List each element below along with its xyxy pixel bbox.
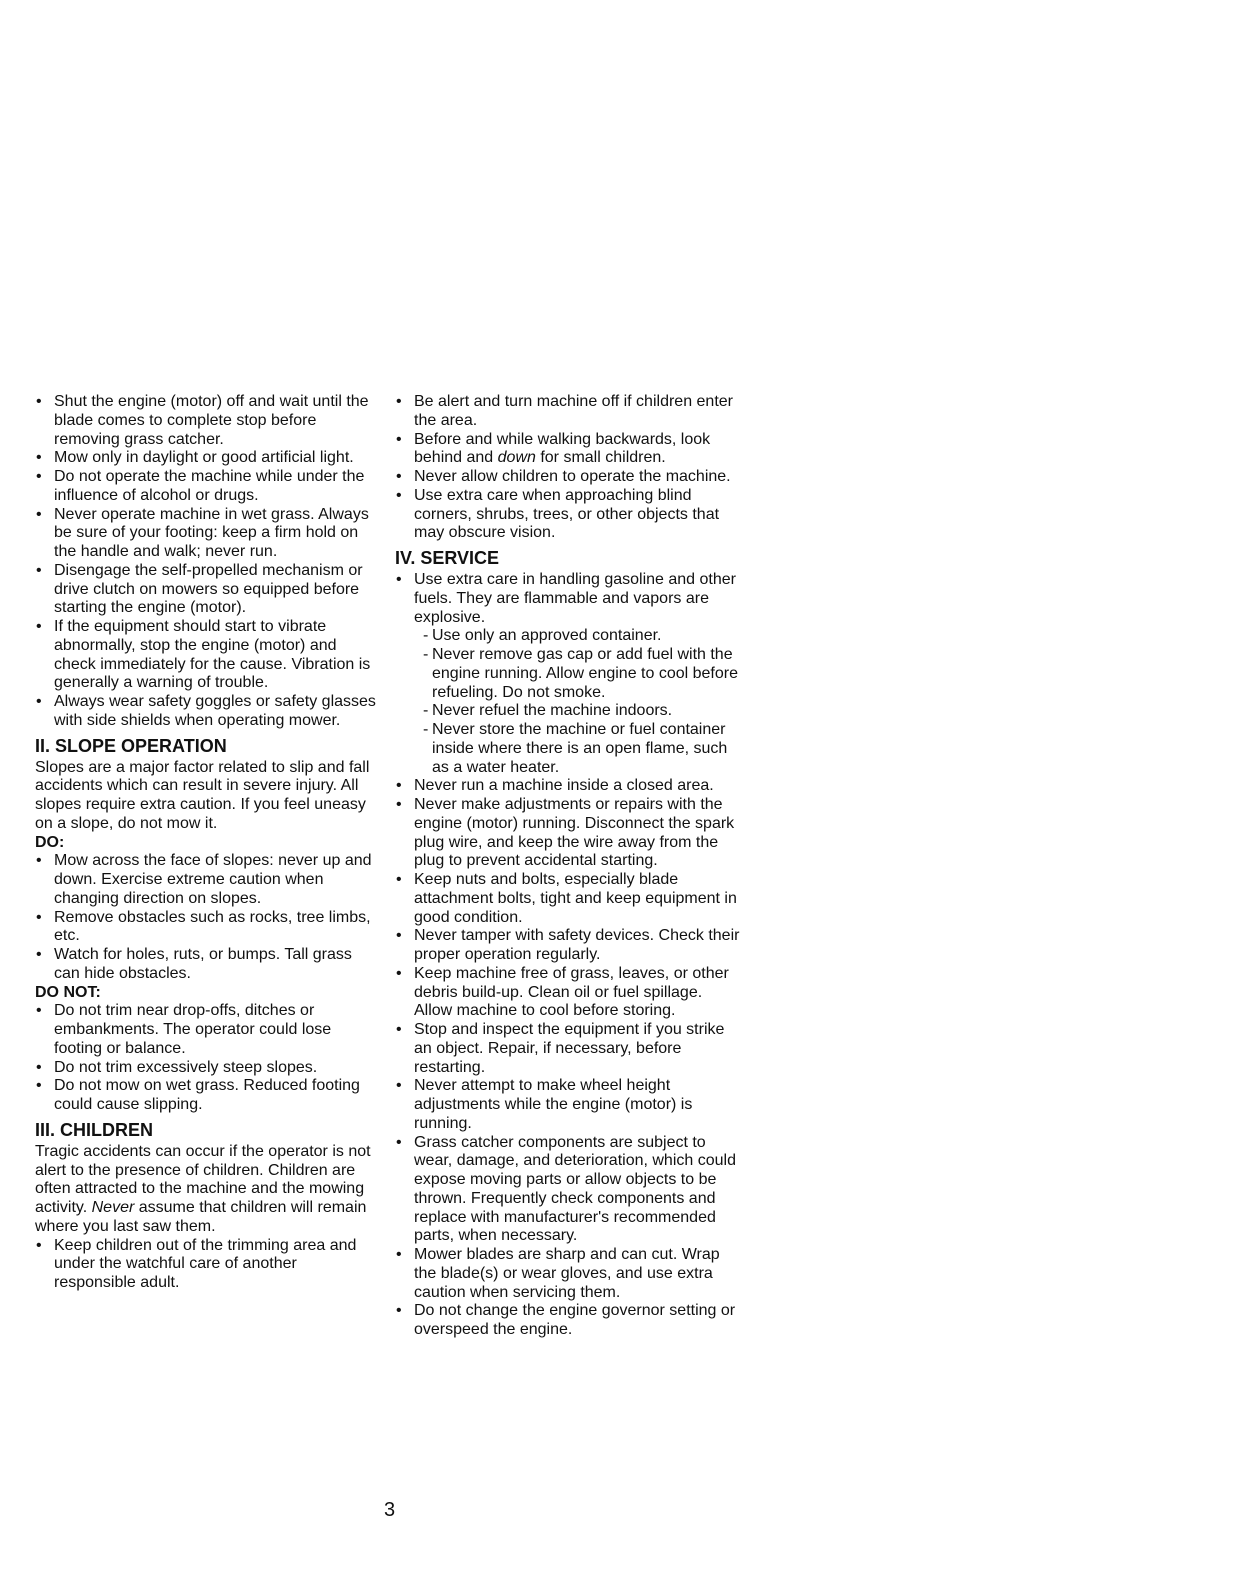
safety-list: [35, 393, 380, 731]
list-item: • Never attempt to make wheel height adjustments while the engine (motor) is running.: [395, 1077, 740, 1133]
fuel-sublist: [414, 627, 740, 777]
list-item: • Never run a machine inside a closed area.: [395, 777, 740, 796]
item-emphasis: down: [497, 449, 536, 467]
list-item: • Disengage the self-propelled mechanism or drive clutch on mowers so equipped before starting the engine (motor).: [35, 562, 380, 618]
list-item: • Be alert and turn machine off if children enter the area.: [395, 393, 740, 431]
list-item: • Do not change the engine governor setting or overspeed the engine.: [395, 1302, 740, 1340]
list-item: • Keep machine free of grass, leaves, or other debris build-up. Clean oil or fuel spillage. Allow machine to cool before storing.: [395, 965, 740, 1021]
list-item: • Use extra care when approaching blind corners, shrubs, trees, or other objects that may obscure vision.: [395, 487, 740, 543]
intro-text: Tragic accidents can occur if the operator is not alert to the presence of children. Children are often attracted to the machine and the mowing activity.: [35, 1142, 371, 1216]
list-item: • Never tamper with safety devices. Check their proper operation regularly.: [395, 927, 740, 965]
list-item: • Do not operate the machine while under the influence of alcohol or drugs.: [35, 468, 380, 506]
children-continued-list: [395, 393, 740, 543]
list-item: [395, 431, 740, 469]
item-text: for small children.: [535, 449, 666, 467]
list-item: • Watch for holes, ruts, or bumps. Tall grass can hide obstacles.: [35, 946, 380, 984]
page-number: 3: [384, 1499, 396, 1521]
list-item: • Never allow children to operate the machine.: [395, 468, 740, 487]
do-list: [35, 852, 380, 983]
list-item: • Always wear safety goggles or safety glasses with side shields when operating mower.: [35, 693, 380, 731]
children-list: [35, 1237, 380, 1293]
list-item: • Keep children out of the trimming area and under the watchful care of another responsible adult.: [35, 1237, 380, 1293]
list-item: • If the equipment should start to vibrate abnormally, stop the engine (motor) and check immediately for the cause. Vibration is generally a warning of trouble.: [35, 618, 380, 693]
slope-intro: Slopes are a major factor related to slip and fall accidents which can result in severe injury. All slopes require extra caution. If you feel uneasy on a slope, do not mow it.: [35, 758, 370, 832]
sublist-item: - Never store the machine or fuel container inside where there is an open flame, such as a water heater.: [423, 721, 740, 777]
children-intro: [35, 1143, 380, 1237]
slope-operation-heading: II. SLOPE OPERATION: [35, 735, 227, 756]
do-not-label: DO NOT:: [35, 983, 101, 1001]
right-column: [395, 393, 740, 1340]
do-label: DO:: [35, 833, 65, 851]
list-item: • Mower blades are sharp and can cut. Wrap the blade(s) or wear gloves, and use extra caution when servicing them.: [395, 1246, 740, 1302]
list-item: • Never make adjustments or repairs with the engine (motor) running. Disconnect the spark plug wire, and keep the wire away from the plug to prevent accidental starting.: [395, 796, 740, 871]
list-item: • Grass catcher components are subject to wear, damage, and deterioration, which could expose moving parts or allow objects to be thrown. Frequently check components and replace with manufacturer's recommended parts, when necessary.: [395, 1134, 740, 1247]
item-text: Before and while walking backwards, look behind and: [414, 430, 711, 467]
list-item: • Do not trim excessively steep slopes.: [35, 1059, 380, 1078]
list-item: • Stop and inspect the equipment if you strike an object. Repair, if necessary, before restarting.: [395, 1021, 740, 1077]
sublist-item: - Never remove gas cap or add fuel with the engine running. Allow engine to cool before refueling. Do not smoke.: [423, 646, 740, 702]
do-not-list: [35, 1002, 380, 1115]
intro-text: assume that children will remain where you last saw them.: [35, 1199, 367, 1235]
list-item: • Never operate machine in wet grass. Always be sure of your footing: keep a firm hold on the handle and walk; never run.: [35, 506, 380, 562]
list-item: • Keep nuts and bolts, especially blade attachment bolts, tight and keep equipment in good condition.: [395, 871, 740, 927]
sublist-item: - Use only an approved container.: [423, 627, 740, 646]
list-item: • Do not mow on wet grass. Reduced footing could cause slipping.: [35, 1077, 380, 1115]
list-item: • Remove obstacles such as rocks, tree limbs, etc.: [35, 909, 380, 947]
service-list: [395, 571, 740, 1340]
children-heading: III. CHILDREN: [35, 1119, 154, 1140]
fuel-item-text: Use extra care in handling gasoline and other fuels. They are flammable and vapors are explosive.: [414, 571, 736, 626]
list-item: • Mow across the face of slopes: never up and down. Exercise extreme caution when changing direction on slopes.: [35, 852, 380, 908]
sublist-item: - Never refuel the machine indoors.: [423, 702, 740, 721]
left-column: [35, 393, 380, 1293]
list-item: • Shut the engine (motor) off and wait until the blade comes to complete stop before removing grass catcher.: [35, 393, 380, 449]
service-heading: IV. SERVICE: [395, 548, 500, 568]
list-item: • Mow only in daylight or good artificial light.: [35, 449, 380, 468]
list-item: • Do not trim near drop-offs, ditches or embankments. The operator could lose footing or balance.: [35, 1002, 380, 1058]
list-item: [395, 571, 740, 777]
intro-emphasis: Never: [91, 1199, 135, 1216]
